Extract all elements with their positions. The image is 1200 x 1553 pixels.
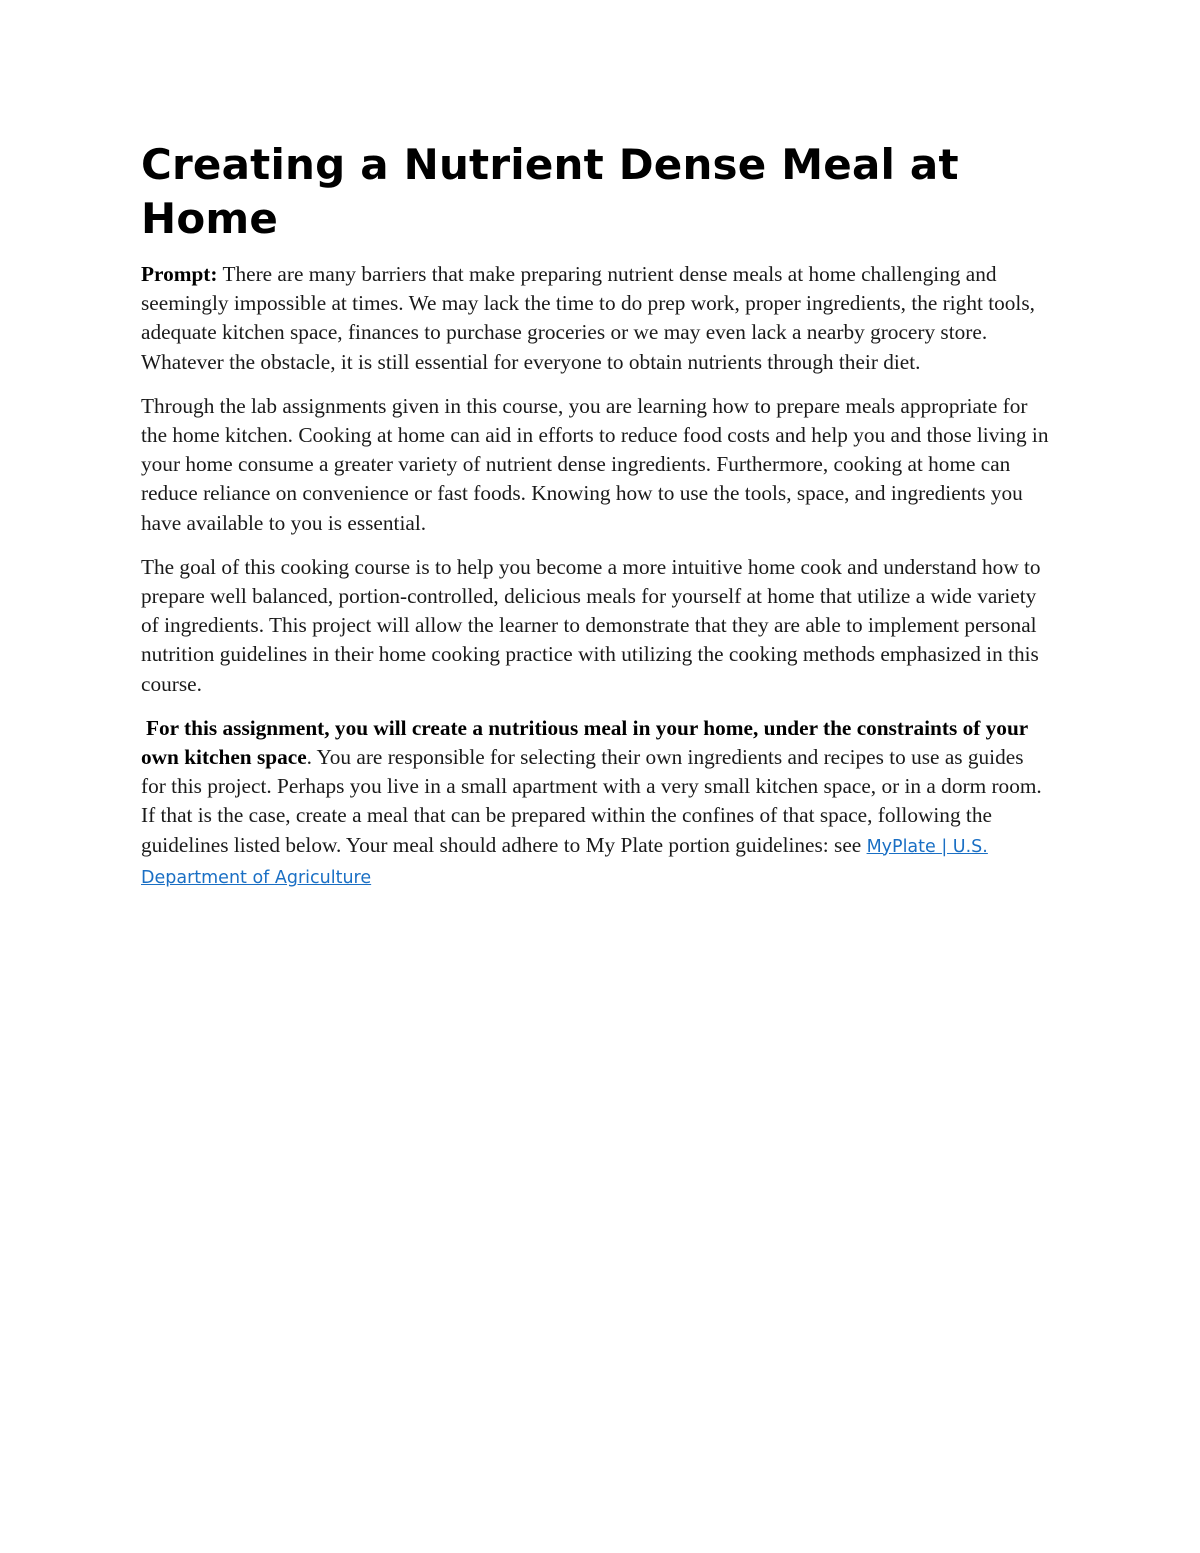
lab-assignments-paragraph [141,392,1053,538]
assignment-bold-text: For this assignment, you will create a nutritious meal in your home, under the constraints of your own kitchen space [141,715,1028,770]
course-goal-paragraph [141,553,1053,699]
prompt-label: Prompt: [141,262,218,286]
prompt-text: There are many barriers that make preparing nutrient dense meals at home challenging and seemingly impossible at times. We may lack the time to do prep work, proper ingredients, the right tools, adequate kitchen space, finances to purchase groceries or we may even lack a nearby grocery store. Whatever the obstacle, it is still essential for everyone to obtain nutrients through their diet. [141,262,1035,374]
document-title: Creating a Nutrient Dense Meal at Home [141,140,959,243]
document-body [141,138,1053,908]
course-goal-text: The goal of this cooking course is to help you become a more intuitive home cook and understand how to prepare well balanced, portion-controlled, delicious meals for yourself at home that utilize a wide variety of ingredients. This project will allow the learner to demonstrate that they are able to implement personal nutrition guidelines in their home cooking practice with utilizing the cooking methods emphasized in this course. [141,554,1041,696]
prompt-paragraph [141,260,1053,377]
myplate-link[interactable]: MyPlate | U.S. Department of Agriculture [141,836,988,888]
assignment-text: . You are responsible for selecting their own ingredients and recipes to use as guides for this project. Perhaps you live in a small apartment with a very small kitchen space, or in a dorm room. If that is the case, create a meal that can be prepared within the confines of that space, following the guidelines listed below. Your meal should adhere to My Plate portion guidelines: see [141,745,1042,857]
assignment-paragraph [141,714,1053,893]
lab-assignments-text: Through the lab assignments given in this course, you are learning how to prepare meals appropriate for the home kitchen. Cooking at home can aid in efforts to reduce food costs and help you and those living in your home consume a greater variety of nutrient dense ingredients. Furthermore, cooking at home can reduce reliance on convenience or fast foods. Knowing how to use the tools, space, and ingredients you have available to you is essential. [141,393,1049,535]
